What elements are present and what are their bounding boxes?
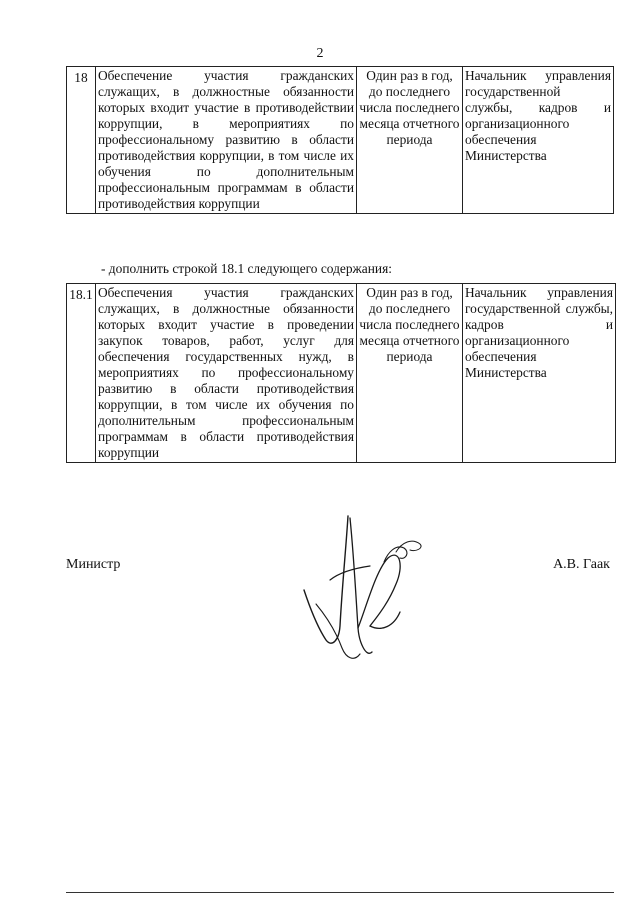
footer-divider [66, 892, 614, 893]
row-number: 18.1 [67, 284, 96, 463]
responsible-text: Начальник управления государственной службы, кадров и организационного обеспечения Министерства [463, 67, 614, 214]
measure-text: Обеспечения участия гражданских служащих, в должностные обязанности которых входит участие в проведении закупок товаров, работ, услуг для обеспечения государственных нужд, в мероприятиях по профессиональному развитию в области противодействия коррупции, в том числе их обучения по дополнительным профессиональным программам в области противодействия коррупции [96, 284, 357, 463]
page-number: 2 [316, 46, 324, 61]
addition-note: - дополнить строкой 18.1 следующего содержания: [101, 261, 392, 276]
signatory-name: А.В. Гаак [553, 557, 610, 572]
table-row [67, 284, 616, 463]
deadline-text: Один раз в год, до последнего числа последнего месяца отчетного периода [357, 284, 463, 463]
plan-table-row-18-1 [66, 283, 616, 463]
measure-text: Обеспечение участия гражданских служащих, в должностные обязанности которых входит участие в противодействии коррупции, в мероприятиях по профессиональному развитию в области противодействия коррупции, в том числе их обучения по дополнительным профессиональным программам в области противодействия коррупции [96, 67, 357, 214]
deadline-text: Один раз в год, до последнего числа последнего месяца отчетного периода [357, 67, 463, 214]
handwritten-signature [296, 508, 426, 668]
plan-table-row-18 [66, 66, 614, 214]
responsible-text: Начальник управления государственной службы, кадров и организационного обеспечения Министерства [463, 284, 616, 463]
row-number: 18 [67, 67, 96, 214]
signatory-position: Министр [66, 557, 121, 572]
table-row [67, 67, 614, 214]
